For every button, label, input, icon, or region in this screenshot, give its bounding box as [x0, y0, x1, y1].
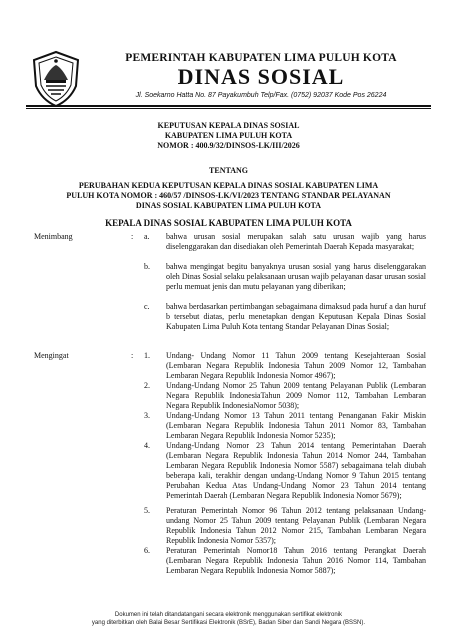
department-name: DINAS SOSIAL: [177, 64, 345, 89]
decree-title-line-1: KEPUTUSAN KEPALA DINAS SOSIAL: [157, 121, 300, 130]
mengingat-colon: :: [131, 351, 134, 360]
mengingat-item-4: Undang-Undang Nomor 23 Tahun 2014 tentang Pemerintahan Daerah (Lembaran Negara Republik Indonesia Tahun 2014 Nomor 244, Tambahan Lembaran Negara Republik Indonesia Nomor 5587) sebagaimana telah diubah beberapa kali, terakhir dengan undang-Undang Nomor 9 Tahun 2015 tentang Perubahan Kedua Atas Undang-Undang Nomor 23 Tahun 2014 tentang Pemerintah Daerah (Lembaran Negara Republik Indonesia Nomor 5679);: [166, 441, 426, 501]
organization-name: PEMERINTAH KABUPATEN LIMA PULUH KOTA: [125, 52, 397, 64]
mengingat-item-2: Undang-Undang Nomor 25 Tahun 2009 tentang Pelayanan Publik (Lembaran Negara Republik IndonesiaTahun 2009 Nomor 112, Tambahan Lembaran Negara Republik IndonesiaNomor 5038);: [166, 381, 426, 411]
menimbang-colon: :: [131, 232, 134, 241]
decree-subject-line-2: PULUH KOTA NOMOR : 460/57 /DINSOS-LK/VI/2023 TENTANG STANDAR PELAYANAN: [66, 191, 391, 200]
mengingat-item-5: Peraturan Pemerintah Nomor 96 Tahun 2012 tentang pelaksanaan Undang-undang Nomor 25 Tahun 2009 tentang Pelayanan Publik (Lembaran Negara Republik Indonesia Tahun 2012 Nomor 215, Tambahan Lembaran Negara Republik Indonesia Nomor 5357);: [166, 506, 426, 546]
mengingat-marker-1: 1.: [144, 351, 150, 360]
decree-about-heading: TENTANG: [209, 166, 248, 175]
mengingat-marker-4: 4.: [144, 441, 150, 450]
menimbang-label: Menimbang: [34, 232, 73, 241]
decree-title-line-2: KABUPATEN LIMA PULUH KOTA: [164, 131, 293, 140]
menimbang-marker-a: a.: [144, 232, 150, 241]
mengingat-marker-5: 5.: [144, 506, 150, 515]
menimbang-item-c: bahwa berdasarkan pertimbangan sebagaimana dimaksud pada huruf a dan huruf b tersebut diatas, perlu menetapkan dengan Keputusan Kepala Dinas Sosial Kabupaten Lima Puluh Kota tentang Standar Pelayanan Dinas Sosial;: [166, 302, 426, 332]
menimbang-item-a: bahwa urusan sosial merupakan salah satu urusan wajib yang harus diselenggarakan dan disediakan oleh Pemerintah Daerah Kepada masyarakat;: [166, 232, 426, 252]
mengingat-marker-3: 3.: [144, 411, 150, 420]
decree-subject-line-3: DINAS SOSIAL KABUPATEN LIMA PULUH KOTA: [135, 201, 322, 210]
mengingat-item-3: Undang-Undang Nomor 13 Tahun 2011 tentang Penanganan Fakir Miskin (Lembaran Negara Republik Indonesia Tahun 2011 Nomor 83, Tambahan Lembaran Negara Republik Indonesia Nomor 5235);: [166, 411, 426, 441]
mengingat-marker-6: 6.: [144, 546, 150, 555]
decree-issuer: KEPALA DINAS SOSIAL KABUPATEN LIMA PULUH KOTA: [105, 218, 352, 228]
decree-number: NOMOR : 400.9/32/DINSOS-LK/III/2026: [157, 141, 300, 150]
mengingat-label: Mengingat: [34, 351, 69, 360]
menimbang-marker-c: c.: [144, 302, 150, 311]
office-address: Jl. Soekarno Hatta No. 87 Payakumbuh Telp/Fax. (0752) 92037 Kode Pos 26224: [135, 92, 387, 99]
esignature-notice-line-2: yang diterbitkan oleh Balai Besar Sertifikasi Elektronik (BSrE), Badan Siber dan Sandi Negara (BSSN).: [91, 620, 366, 626]
letterhead: [0, 0, 453, 111]
esignature-notice-line-1: Dokumen ini telah ditandatangani secara elektronik menggunakan sertifikat elektronik: [114, 612, 343, 618]
decree-subject-line-1: PERUBAHAN KEDUA KEPUTUSAN KEPALA DINAS SOSIAL KABUPATEN LIMA: [78, 181, 379, 190]
letterhead-divider-thin: [26, 108, 431, 109]
mengingat-item-6: Peraturan Pemerintah Nomor18 Tahun 2016 tentang Perangkat Daerah (Lembaran Negara Republik Indonesia Tahun 2016 Nomor 114, Tambahan Lembaran Negara Republik Indonesia Nomor 5887);: [166, 546, 426, 576]
mengingat-item-1: Undang- Undang Nomor 11 Tahun 2009 tentang Kesejahteraan Sosial (Lembaran Negara Republik Indonesia Tahun 2009 Nomor 12, Tambahan Lembaran Negara Republik Indonesia Nomor 4967);: [166, 351, 426, 381]
letterhead-divider-thick: [26, 105, 431, 107]
menimbang-marker-b: b.: [144, 262, 150, 271]
menimbang-item-b: bahwa mengingat begitu banyaknya urusan sosial yang harus diselenggarakan oleh Dinas Sosial selaku pelaksanaan urusan wajib pelayanan dasar urusan sosial perlu memuat jenis dan mutu pelayanan yang diberikan;: [166, 262, 426, 292]
regency-emblem-icon: [30, 50, 82, 108]
mengingat-marker-2: 2.: [144, 381, 150, 390]
